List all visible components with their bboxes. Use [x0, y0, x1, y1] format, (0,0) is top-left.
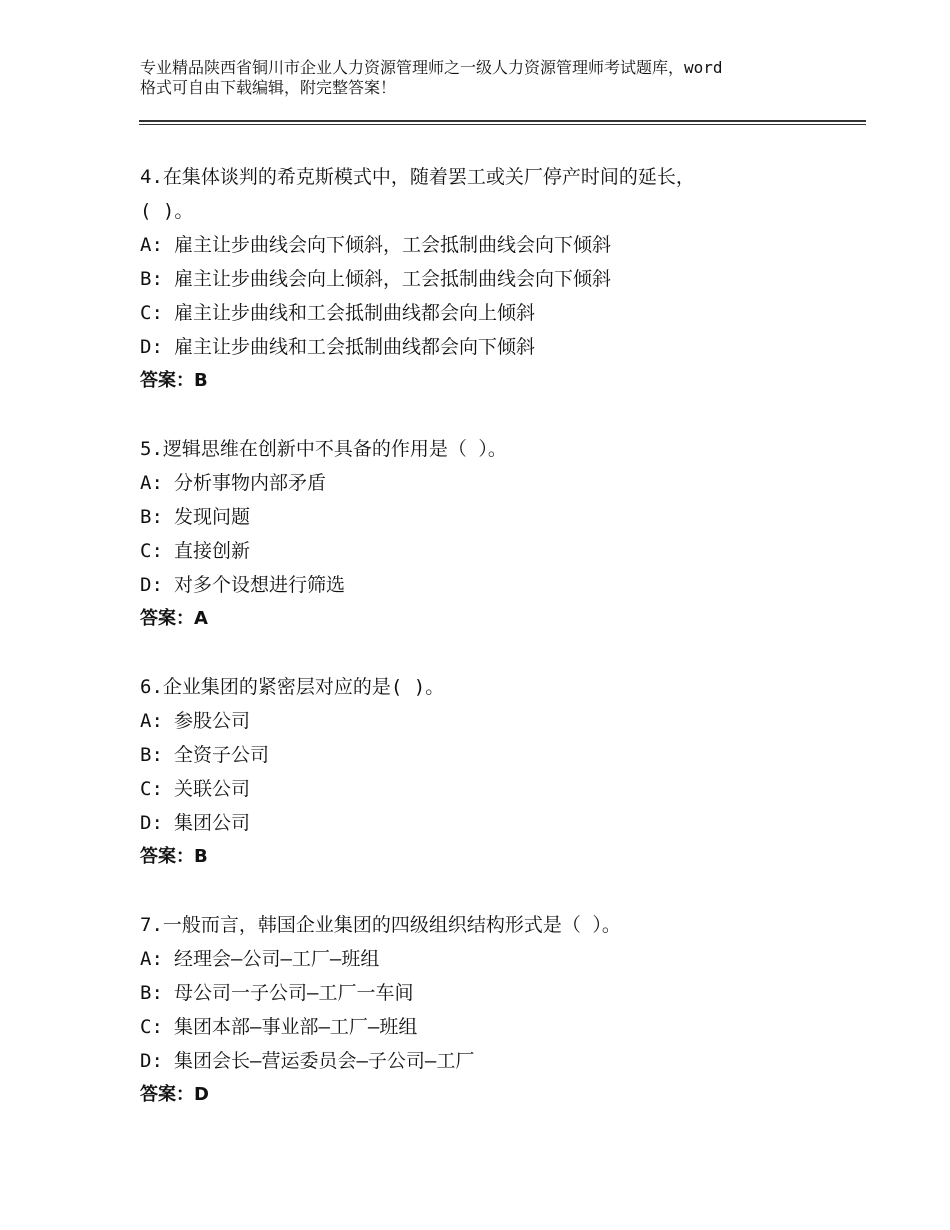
option-d — [140, 568, 860, 602]
option-letter: A: — [140, 710, 163, 732]
question-stem: 7.一般而言，韩国企业集团的四级组织结构形式是（ ）。 — [140, 914, 621, 936]
answer-line: 答案：D — [140, 1084, 209, 1105]
option-b — [140, 262, 860, 296]
option-a — [140, 704, 860, 738]
option-text: 雇主让步曲线会向下倾斜，工会抵制曲线会向下倾斜 — [174, 234, 612, 256]
header-divider-thick — [139, 120, 866, 122]
option-text: 分析事物内部矛盾 — [174, 472, 327, 494]
option-text: 雇主让步曲线和工会抵制曲线都会向下倾斜 — [174, 336, 536, 358]
question-block — [140, 160, 860, 398]
option-text: 全资子公司 — [174, 744, 270, 766]
option-letter: D: — [140, 336, 163, 358]
option-text: 母公司一子公司—工厂一车间 — [174, 982, 414, 1004]
option-letter: C: — [140, 540, 163, 562]
option-letter: A: — [140, 472, 163, 494]
option-letter: A: — [140, 234, 163, 256]
answer-line: 答案：A — [140, 608, 208, 629]
question-block — [140, 432, 860, 636]
option-a — [140, 466, 860, 500]
option-letter: D: — [140, 812, 163, 834]
option-d — [140, 1044, 860, 1078]
option-letter: D: — [140, 1050, 163, 1072]
option-letter: A: — [140, 948, 163, 970]
answer-line: 答案：B — [140, 370, 208, 391]
option-text: 直接创新 — [174, 540, 251, 562]
option-letter: B: — [140, 268, 163, 290]
option-text: 发现问题 — [174, 506, 251, 528]
option-text: 集团本部—事业部—工厂—班组 — [174, 1016, 418, 1038]
option-letter: C: — [140, 1016, 163, 1038]
question-stem: 6.企业集团的紧密层对应的是( )。 — [140, 676, 445, 698]
header-divider-thin — [139, 124, 866, 125]
option-c — [140, 534, 860, 568]
document-header — [140, 58, 840, 98]
question-stem: 5.逻辑思维在创新中不具备的作用是（ ）。 — [140, 438, 507, 460]
option-b — [140, 500, 860, 534]
option-text: 雇主让步曲线会向上倾斜，工会抵制曲线会向下倾斜 — [174, 268, 612, 290]
option-letter: B: — [140, 506, 163, 528]
question-list — [140, 160, 860, 1146]
option-c — [140, 296, 860, 330]
option-letter: B: — [140, 982, 163, 1004]
option-letter: C: — [140, 778, 163, 800]
option-letter: C: — [140, 302, 163, 324]
option-a — [140, 228, 860, 262]
option-text: 集团公司 — [174, 812, 251, 834]
header-title-line-1: 专业精品陕西省铜川市企业人力资源管理师之一级人力资源管理师考试题库，word — [140, 58, 723, 77]
question-block — [140, 670, 860, 874]
header-title-line-2: 格式可自由下载编辑，附完整答案！ — [140, 78, 397, 97]
option-text: 集团会长—营运委员会—子公司—工厂 — [174, 1050, 475, 1072]
option-a — [140, 942, 860, 976]
option-c — [140, 1010, 860, 1044]
question-stem-continued: ( )。 — [140, 200, 194, 222]
option-text: 对多个设想进行筛选 — [174, 574, 346, 596]
option-text: 关联公司 — [174, 778, 251, 800]
option-d — [140, 330, 860, 364]
option-text: 参股公司 — [174, 710, 251, 732]
answer-line: 答案：B — [140, 846, 208, 867]
option-letter: D: — [140, 574, 163, 596]
option-d — [140, 806, 860, 840]
option-b — [140, 738, 860, 772]
option-b — [140, 976, 860, 1010]
option-text: 经理会—公司—工厂—班组 — [174, 948, 380, 970]
question-block — [140, 908, 860, 1112]
option-c — [140, 772, 860, 806]
option-letter: B: — [140, 744, 163, 766]
question-stem: 4.在集体谈判的希克斯模式中，随着罢工或关厂停产时间的延长， — [140, 166, 695, 188]
option-text: 雇主让步曲线和工会抵制曲线都会向上倾斜 — [174, 302, 536, 324]
